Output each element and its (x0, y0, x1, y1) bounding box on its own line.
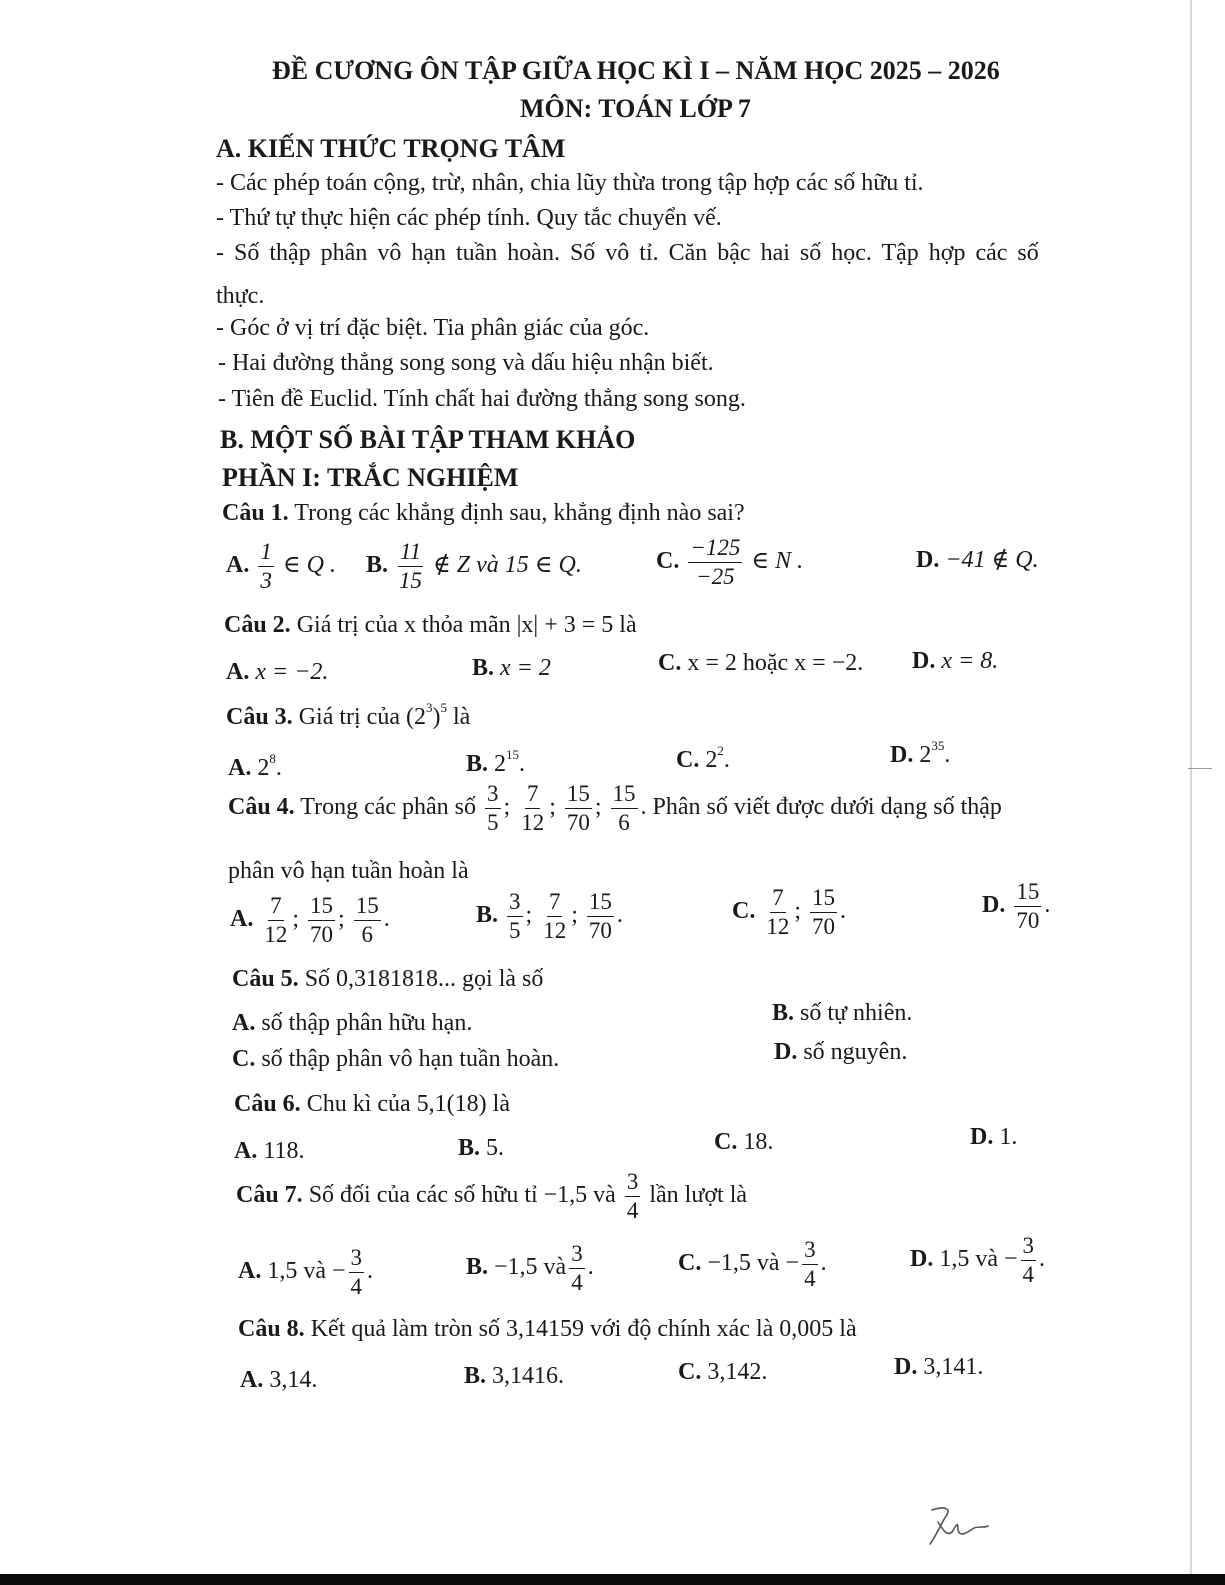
q8-option-a (240, 1367, 317, 1394)
question-text: Kết quả làm tròn số 3,14159 với độ chính xác là 0,005 là (310, 1316, 857, 1342)
fraction: $\frac{15}{70}$ (588, 889, 612, 944)
option-key: D. (890, 742, 914, 768)
bullet-5: - Hai đường thẳng song song và dấu hiệu nhận biết. (218, 350, 714, 376)
question-text: Giá trị của x thỏa mãn |x| + 3 = 5 là (296, 612, 637, 638)
q2-option-a (226, 659, 328, 686)
question-text: Số 0,3181818... gọi là số (304, 966, 544, 992)
option-key: D. (894, 1354, 918, 1380)
q5-option-c (232, 1046, 559, 1073)
option-key: C. (656, 548, 680, 575)
q7-option-d: D. 1,5 và − $\frac{3}{4}$ . (910, 1233, 1046, 1288)
option-text: x = −2. (255, 659, 329, 685)
option-key: B. (464, 1363, 487, 1389)
option-text: 3,1416. (492, 1363, 565, 1389)
option-key: A. (240, 1367, 264, 1393)
option-key: C. (714, 1129, 738, 1155)
scan-edge (1190, 0, 1192, 1585)
option-text: 3,142. (707, 1359, 768, 1385)
question-label: Câu 4. (228, 794, 295, 821)
q4-option-b: B. $\frac{3}{5}$ ; $\frac{7}{12}$ ; $\frac{15}{70}$ . (476, 889, 623, 944)
q6-option-b (458, 1135, 504, 1162)
option-key: B. (472, 655, 495, 681)
option-key: B. (466, 751, 489, 777)
bullet-1: - Các phép toán cộng, trừ, nhân, chia lũy thừa trong tập hợp các số hữu tỉ. (216, 170, 924, 196)
option-key: D. (912, 648, 936, 674)
option-key: C. (676, 747, 700, 773)
question-label: Câu 6. (234, 1091, 301, 1117)
option-text: −41 ∉ Q. (945, 547, 1039, 573)
bullet-3-cont: thực. (216, 283, 265, 309)
bullet-4: - Góc ở vị trí đặc biệt. Tia phân giác của góc. (216, 315, 650, 341)
fraction: $\frac{3}{4}$ (626, 1169, 639, 1224)
option-key: A. (228, 755, 252, 781)
option-text: 118. (263, 1138, 305, 1164)
question-label: Câu 8. (238, 1316, 305, 1342)
section-b-heading: B. MỘT SỐ BÀI TẬP THAM KHẢO (220, 425, 636, 454)
fraction: $\frac{3}{5}$ (487, 781, 499, 836)
section-a-heading: A. KIẾN THỨC TRỌNG TÂM (216, 134, 566, 163)
q6-option-c (714, 1129, 773, 1156)
q8-option-b (464, 1363, 564, 1390)
option-text: 18. (743, 1129, 774, 1155)
option-key: C. (658, 650, 682, 676)
option-text: x = 2 hoặc x = −2. (687, 650, 864, 676)
option-key: B. (458, 1135, 481, 1161)
option-text: số thập phân vô hạn tuần hoàn. (261, 1046, 560, 1072)
fraction: $\frac{3}{4}$ (804, 1237, 816, 1292)
fraction: $\frac{7}{12}$ (543, 889, 567, 944)
option-text: 3,141. (923, 1354, 984, 1380)
question-3: Câu 3. Giá trị của $(2^3)^5$ là (226, 700, 471, 730)
option-key: D. (774, 1039, 798, 1065)
q6-option-d (970, 1124, 1017, 1151)
option-key: C. (678, 1359, 702, 1385)
option-text: ∈ N . (751, 548, 804, 575)
option-key: C. (678, 1250, 702, 1277)
page-subtitle: MÔN: TOÁN LỚP 7 (520, 94, 751, 123)
fraction: $\frac{-125}{-25}$ (690, 535, 741, 590)
q7-option-b: B. −1,5 và $\frac{3}{4}$ . (466, 1241, 594, 1296)
q3-option-a: A. $2^8$. (228, 751, 282, 781)
option-text: ∉ Z và 15 ∈ Q. (433, 552, 582, 579)
q5-option-b (772, 1000, 912, 1027)
q7-option-c: C. −1,5 và − $\frac{3}{4}$ . (678, 1237, 827, 1292)
option-key: C. (232, 1046, 256, 1072)
fraction: $\frac{15}{6}$ (612, 781, 636, 836)
fraction: $\frac{3}{4}$ (1022, 1233, 1035, 1288)
question-2 (224, 612, 637, 639)
option-key: D. (982, 892, 1006, 919)
part-1-heading: PHẦN I: TRẮC NGHIỆM (222, 463, 519, 492)
option-key: B. (772, 1000, 795, 1026)
fraction: $\frac{3}{4}$ (350, 1245, 363, 1300)
question-text: Trong các khẳng định sau, khẳng định nào sai? (294, 500, 745, 526)
option-text: 1. (999, 1124, 1018, 1150)
question-text: Trong các phân số (300, 794, 477, 821)
signature (922, 1502, 992, 1548)
option-key: D. (916, 547, 940, 573)
fraction: $\frac{15}{70}$ (566, 781, 590, 836)
option-key: D. (910, 1246, 934, 1273)
q6-option-a (234, 1138, 304, 1165)
option-key: D. (970, 1124, 994, 1150)
fraction: $\frac{7}{12}$ (264, 893, 288, 948)
bullet-6: - Tiên đề Euclid. Tính chất hai đường thẳng song song. (218, 386, 746, 412)
option-key: B. (366, 552, 389, 579)
question-5 (232, 966, 543, 993)
q5-option-a (232, 1010, 472, 1037)
fraction: $\frac{15}{70}$ (310, 893, 334, 948)
q1-option-a (226, 540, 336, 593)
q1-option-c (656, 536, 803, 589)
q3-option-c: C. $2^2$. (676, 743, 730, 773)
option-text: x = 2 (500, 655, 551, 681)
fraction: $\frac{7}{12}$ (766, 885, 790, 940)
question-4: Câu 4. Trong các phân số $\frac{3}{5}$ ; $\frac{7}{12}$ ; $\frac{15}{70}$ ; $\frac{15}{6}$ . Phân số viết được dưới dạng số thập (228, 781, 1002, 836)
fraction: $\frac{15}{6}$ (355, 893, 379, 948)
q3-option-d: D. $2^{35}$. (890, 738, 951, 768)
scan-border (0, 1574, 1225, 1585)
fraction: $\frac{3}{5}$ (509, 889, 521, 944)
option-text: số tự nhiên. (800, 1000, 913, 1026)
question-text: Chu kì của 5,1(18) là (306, 1091, 510, 1117)
q4-option-c: C. $\frac{7}{12}$ ; $\frac{15}{70}$ . (732, 885, 847, 940)
question-4-cont: phân vô hạn tuần hoàn là (228, 858, 469, 884)
q3-option-b: B. $2^{15}$. (466, 747, 526, 777)
option-key: C. (732, 898, 756, 925)
option-key: A. (226, 659, 250, 685)
q1-option-b (366, 540, 582, 593)
question-text: Số đối của các số hữu tỉ −1,5 và (308, 1182, 616, 1209)
fraction: $\frac{15}{70}$ (1016, 879, 1040, 934)
fraction: $\frac{1}{3}$ (260, 539, 272, 594)
question-8 (238, 1316, 857, 1343)
q7-option-a: A. 1,5 và − $\frac{3}{4}$ . (238, 1245, 374, 1300)
option-text: x = 8. (941, 648, 999, 674)
option-key: A. (230, 906, 254, 933)
bullet-2: - Thứ tự thực hiện các phép tính. Quy tắc chuyển vế. (216, 205, 722, 231)
fraction: $\frac{15}{70}$ (812, 885, 836, 940)
option-key: A. (232, 1010, 256, 1036)
option-key: A. (234, 1138, 258, 1164)
question-label: Câu 1. (222, 500, 289, 526)
option-key: B. (476, 902, 499, 929)
scan-mark (1188, 768, 1212, 769)
question-6 (234, 1091, 510, 1118)
option-text: số nguyên. (803, 1039, 908, 1065)
q1-option-d (916, 545, 1039, 574)
q2-option-b (472, 655, 551, 682)
option-key: A. (226, 552, 250, 579)
q4-option-a: A. $\frac{7}{12}$ ; $\frac{15}{70}$ ; $\frac{15}{6}$ . (230, 893, 390, 948)
option-text: 3,14. (269, 1367, 318, 1393)
q4-option-d: D. $\frac{15}{70}$ . (982, 879, 1051, 934)
option-text: ∈ Q . (282, 552, 336, 579)
fraction: $\frac{11}{15}$ (399, 539, 423, 594)
q8-option-d (894, 1354, 983, 1381)
question-label: Câu 7. (236, 1182, 303, 1209)
question-label: Câu 3. (226, 704, 293, 730)
option-text: 5. (486, 1135, 505, 1161)
option-text: số thập phân hữu hạn. (261, 1010, 473, 1036)
q5-option-d (774, 1039, 907, 1066)
question-7: Câu 7. Số đối của các số hữu tỉ −1,5 và $\frac{3}{4}$ lần lượt là (236, 1169, 748, 1224)
fraction: $\frac{7}{12}$ (521, 781, 545, 836)
q2-option-c (658, 650, 863, 677)
option-key: A. (238, 1258, 262, 1285)
fraction: $\frac{3}{4}$ (571, 1241, 583, 1296)
option-key: B. (466, 1254, 489, 1281)
page-title: ĐỀ CƯƠNG ÔN TẬP GIỮA HỌC KÌ I – NĂM HỌC 2025 – 2026 (272, 56, 1000, 85)
q2-option-d (912, 648, 998, 675)
question-label: Câu 5. (232, 966, 299, 992)
question-1 (222, 500, 745, 527)
bullet-3: - Số thập phân vô hạn tuần hoàn. Số vô tỉ. Căn bậc hai số học. Tập hợp các số (216, 240, 1039, 266)
question-label: Câu 2. (224, 612, 291, 638)
q8-option-c (678, 1359, 767, 1386)
